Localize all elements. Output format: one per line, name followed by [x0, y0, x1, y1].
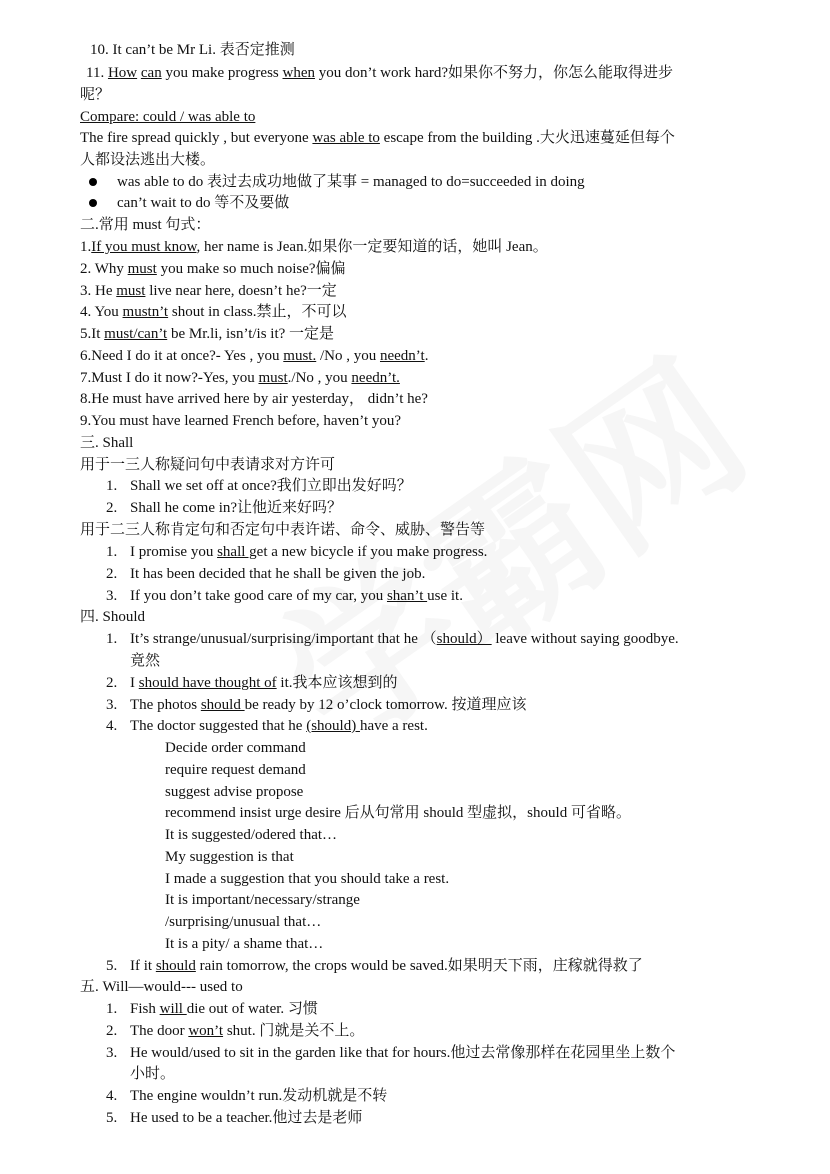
shall-q-2: Shall he come in?让他近来好吗？ — [130, 500, 343, 516]
section-shall-heading: 三. Shall — [80, 435, 134, 451]
verb-list-4: recommend insist urge desire 后从句常用 should 型虚拟，should 可省略。 — [165, 805, 631, 821]
list-number: 3. — [106, 697, 118, 713]
will-ex-5: He used to be a teacher.他过去是老师 — [130, 1110, 363, 1126]
pattern-4: It is important/necessary/strange — [165, 892, 360, 908]
should-ex-5: If it should rain tomorrow, the crops would be saved.如果明天下雨，庄稼就得救了 — [130, 958, 643, 974]
list-number: 5. — [106, 958, 118, 974]
shall-ex-3: If you don’t take good care of my car, you shan’t use it. — [130, 588, 463, 604]
line-11-progress: 11. How can you make progress when you don’t work hard?如果你不努力，你怎么能取得进步 — [86, 65, 674, 81]
must-item-1: 1.If you must know, her name is Jean.如果你一定要知道的话，她叫 Jean。 — [80, 239, 548, 255]
must-item-5: 5.It must/can’t be Mr.li, isn’t/is it? 一定是 — [80, 326, 335, 342]
must-item-7: 7.Must I do it now?-Yes, you must./No , you needn’t. — [80, 370, 400, 386]
pattern-5: /surprising/unusual that… — [165, 914, 322, 930]
bullet-icon — [89, 178, 97, 186]
bullet-cant-wait: can’t wait to do 等不及要做 — [117, 195, 290, 211]
must-item-2: 2. Why must you make so much noise?偏偏 — [80, 261, 346, 277]
must-item-4: 4. You mustn’t shout in class.禁止，不可以 — [80, 304, 347, 320]
verb-list-3: suggest advise propose — [165, 784, 304, 800]
must-item-3: 3. He must live near here, doesn’t he?一定 — [80, 283, 337, 299]
fire-example: The fire spread quickly , but everyone was able to escape from the building .大火迅速蔓延但每个 — [80, 130, 675, 146]
list-number: 2. — [106, 675, 118, 691]
will-ex-3-cont: 小时。 — [130, 1066, 176, 1082]
bullet-was-able-to: was able to do 表过去成功地做了某事 = managed to do=succeeded in doing — [117, 174, 585, 190]
line-10-mr-li: 10. It can’t be Mr Li. 表否定推测 — [90, 42, 295, 58]
should-ex-3: The photos should be ready by 12 o’clock tomorrow. 按道理应该 — [130, 697, 527, 713]
list-number: 5. — [106, 1110, 118, 1126]
shall-usage-1: 用于一三人称疑问句中表请求对方许可 — [80, 457, 336, 473]
list-number: 1. — [106, 544, 118, 560]
list-number: 3. — [106, 1045, 118, 1061]
list-number: 2. — [106, 1023, 118, 1039]
compare-heading: Compare: could / was able to — [80, 109, 256, 125]
should-ex-2: I should have thought of it.我本应该想到的 — [130, 675, 398, 691]
section-should-heading: 四. Should — [80, 609, 146, 625]
shall-ex-1: I promise you shall get a new bicycle if you make progress. — [130, 544, 488, 560]
pattern-1: It is suggested/odered that… — [165, 827, 338, 843]
pattern-2: My suggestion is that — [165, 849, 294, 865]
will-ex-1: Fish will die out of water. 习惯 — [130, 1001, 318, 1017]
pattern-3: I made a suggestion that you should take a rest. — [165, 871, 450, 887]
should-ex-4: The doctor suggested that he (should) have a rest. — [130, 718, 428, 734]
list-number: 2. — [106, 566, 118, 582]
verb-list-1: Decide order command — [165, 740, 306, 756]
verb-list-2: require request demand — [165, 762, 306, 778]
will-ex-4: The engine wouldn’t run.发动机就是不转 — [130, 1088, 388, 1104]
shall-usage-2: 用于二三人称肯定句和否定句中表许诺、命令、威胁、警告等 — [80, 522, 486, 538]
section-must-heading: 二.常用 must 句式： — [80, 217, 211, 233]
fire-example-cont: 人都设法逃出大楼。 — [80, 152, 216, 168]
pattern-6: It is a pity/ a shame that… — [165, 936, 324, 952]
must-item-6: 6.Need I do it at once?- Yes , you must. /No , you needn’t. — [80, 348, 429, 364]
list-number: 4. — [106, 718, 118, 734]
shall-q-1: Shall we set off at once?我们立即出发好吗？ — [130, 478, 412, 494]
will-ex-3: He would/used to sit in the garden like that for hours.他过去常像那样在花园里坐上数个 — [130, 1045, 676, 1061]
list-number: 1. — [106, 1001, 118, 1017]
section-will-heading: 五. Will—would--- used to — [80, 979, 243, 995]
bullet-icon — [89, 199, 97, 207]
must-item-8: 8.He must have arrived here by air yesterday， didn’t he? — [80, 391, 428, 407]
will-ex-2: The door won’t shut. 门就是关不上。 — [130, 1023, 365, 1039]
should-ex-1: It’s strange/unusual/surprising/important that he （should） leave without saying goodbye. — [130, 631, 679, 647]
list-number: 3. — [106, 588, 118, 604]
must-item-9: 9.You must have learned French before, haven’t you? — [80, 413, 402, 429]
should-ex-1-cont: 竟然 — [130, 653, 161, 669]
list-number: 1. — [106, 631, 118, 647]
list-number: 1. — [106, 478, 118, 494]
list-number: 4. — [106, 1088, 118, 1104]
shall-ex-2: It has been decided that he shall be given the job. — [130, 566, 426, 582]
list-number: 2. — [106, 500, 118, 516]
line-11-cont: 呢？ — [80, 87, 111, 103]
